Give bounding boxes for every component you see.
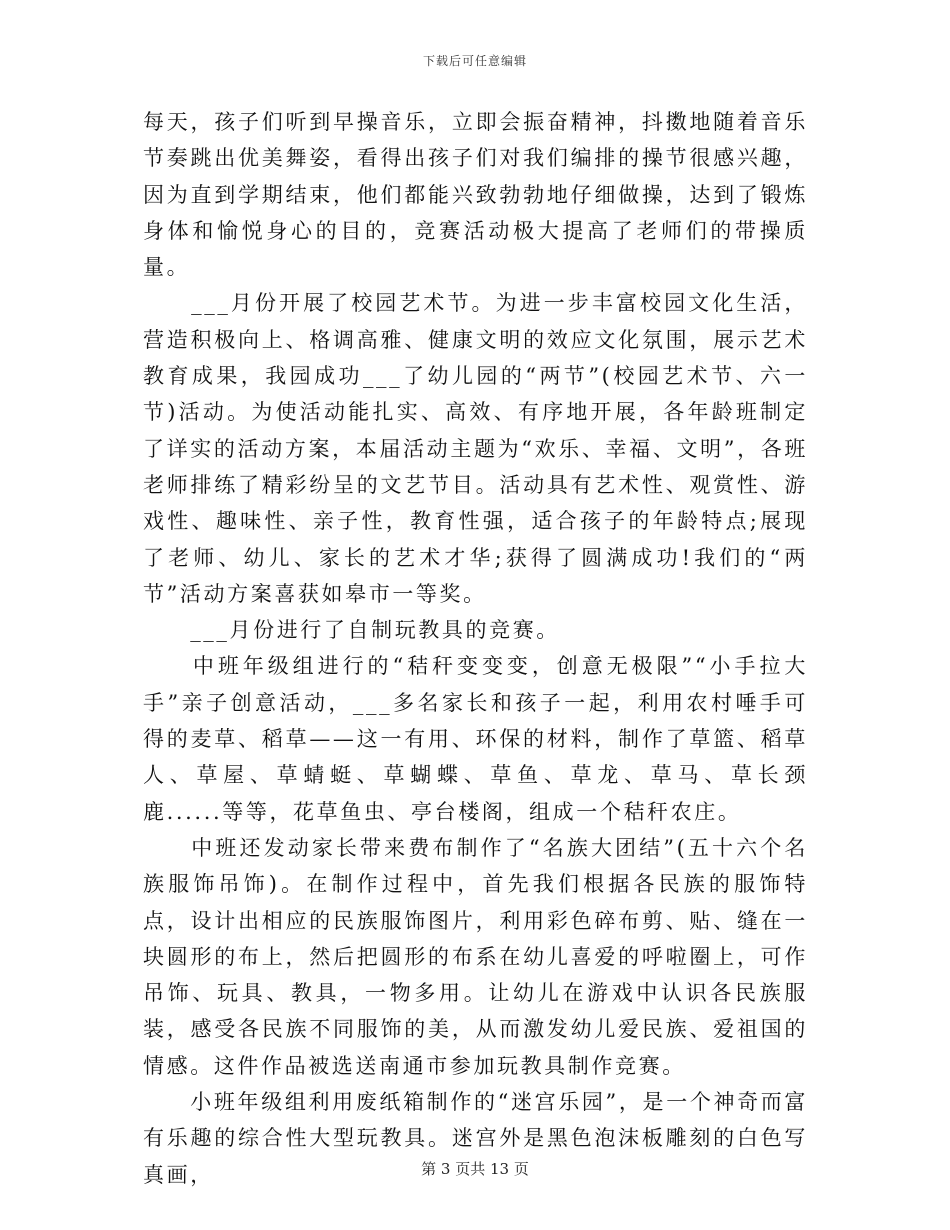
paragraph-5: 中班还发动家长带来费布制作了“名族大团结”(五十六个名族服饰吊饰)。在制作过程中，首先我们根据各民族的服饰特点，设计出相应的民族服饰图片，利用彩色碎布剪、贴、缝在一块圆形的布上，然后把圆形的布系在幼儿喜爱的呼啦圈上，可作吊饰、玩具、教具，一物多用。让幼儿在游戏中认识各民族服装，感受各民族不同服饰的美，从而激发幼儿爱民族、爱祖国的情感。这件作品被选送南通市参加玩教具制作竞赛。 [143, 835, 808, 1078]
page-number: 第 3 页共 13 页 [421, 1160, 529, 1178]
paragraph-1: 每天，孩子们听到早操音乐，立即会振奋精神，抖擞地随着音乐节奏跳出优美舞姿，看得出孩子们对我们编排的操节很感兴趣，因为直到学期结束，他们都能兴致勃勃地仔细做操，达到了锻炼身体和愉悦身心的目的，竞赛活动极大提高了老师们的带操质量。 [143, 110, 808, 280]
paragraph-3: ___月份进行了自制玩教具的竞赛。 [143, 618, 560, 643]
paragraph-4: 中班年级组进行的“秸秆变变变，创意无极限”“小手拉大手”亲子创意活动，___多名家长和孩子一起，利用农村唾手可得的麦草、稻草——这一有用、环保的材料，制作了草篮、稻草人、草屋、草蜻蜓、草蝴蝶、草鱼、草龙、草马、草长颈鹿......等等，花草鱼虫、亭台楼阁，组成一个秸秆农庄。 [143, 654, 808, 824]
document-body [143, 104, 808, 1193]
paragraph-6: 小班年级组利用废纸箱制作的“迷宫乐园”，是一个神奇而富有乐趣的综合性大型玩教具。迷宫外是黑色泡沫板雕刻的白色写真画， [143, 1090, 808, 1187]
page-header: 下载后可任意编辑 [422, 54, 527, 68]
paragraph-2: ___月份开展了校园艺术节。为进一步丰富校园文化生活，营造积极向上、格调高雅、健康文明的效应文化氛围，展示艺术教育成果，我园成功___了幼儿园的“两节”(校园艺术节、六一节)活动。为使活动能扎实、高效、有序地开展，各年龄班制定了详实的活动方案，本届活动主题为“欢乐、幸福、文明”，各班老师排练了精彩纷呈的文艺节目。活动具有艺术性、观赏性、游戏性、趣味性、亲子性，教育性强，适合孩子的年龄特点;展现了老师、幼儿、家长的艺术才华;获得了圆满成功!我们的“两节”活动方案喜获如皋市一等奖。 [143, 291, 808, 606]
